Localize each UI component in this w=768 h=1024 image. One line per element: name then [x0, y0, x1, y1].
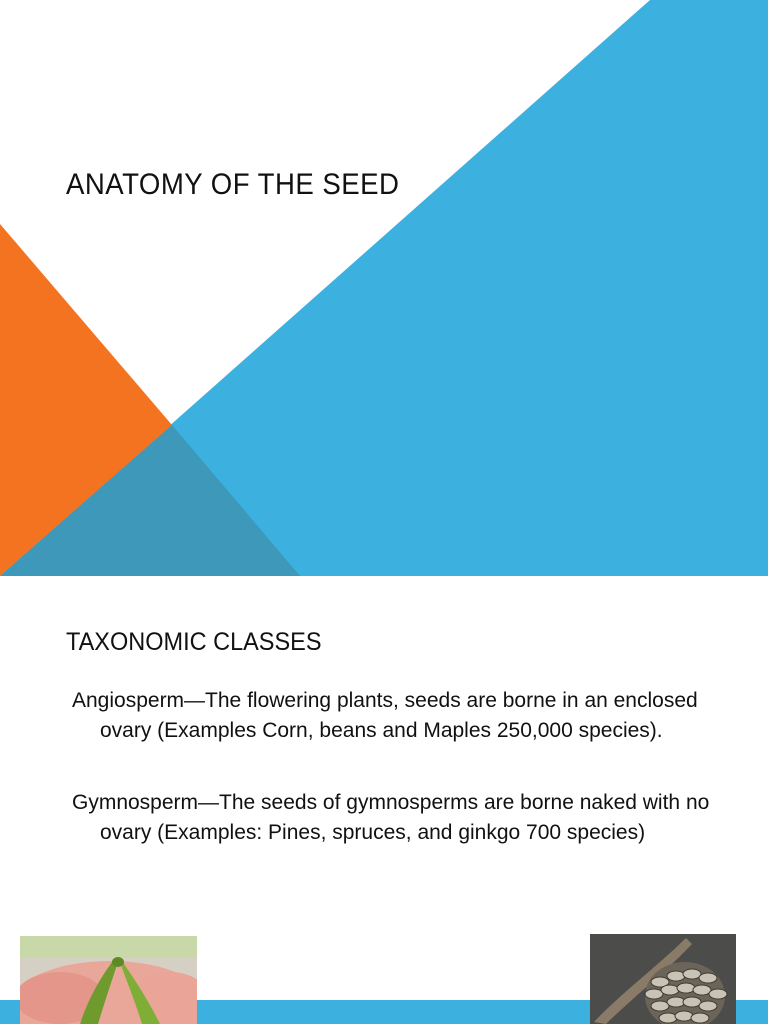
- paragraph-text: Gymnosperm—The seeds of gymnosperms are borne naked with no ovary (Examples: Pines, spruces, and ginkgo 700 species): [72, 791, 710, 844]
- pine-cone-photo: [590, 934, 736, 1024]
- slide-title: TAXONOMIC CLASSES: [66, 628, 322, 656]
- paragraph-angiosperm: [72, 686, 712, 746]
- maple-seed-photo: [20, 936, 197, 1024]
- content-slide: [0, 576, 768, 1024]
- paragraph-text: Angiosperm—The flowering plants, seeds are borne in an enclosed ovary (Examples Corn, beans and Maples 250,000 species).: [72, 689, 698, 742]
- slide-title: ANATOMY OF THE SEED: [66, 168, 400, 201]
- paragraph-gymnosperm: [72, 788, 712, 848]
